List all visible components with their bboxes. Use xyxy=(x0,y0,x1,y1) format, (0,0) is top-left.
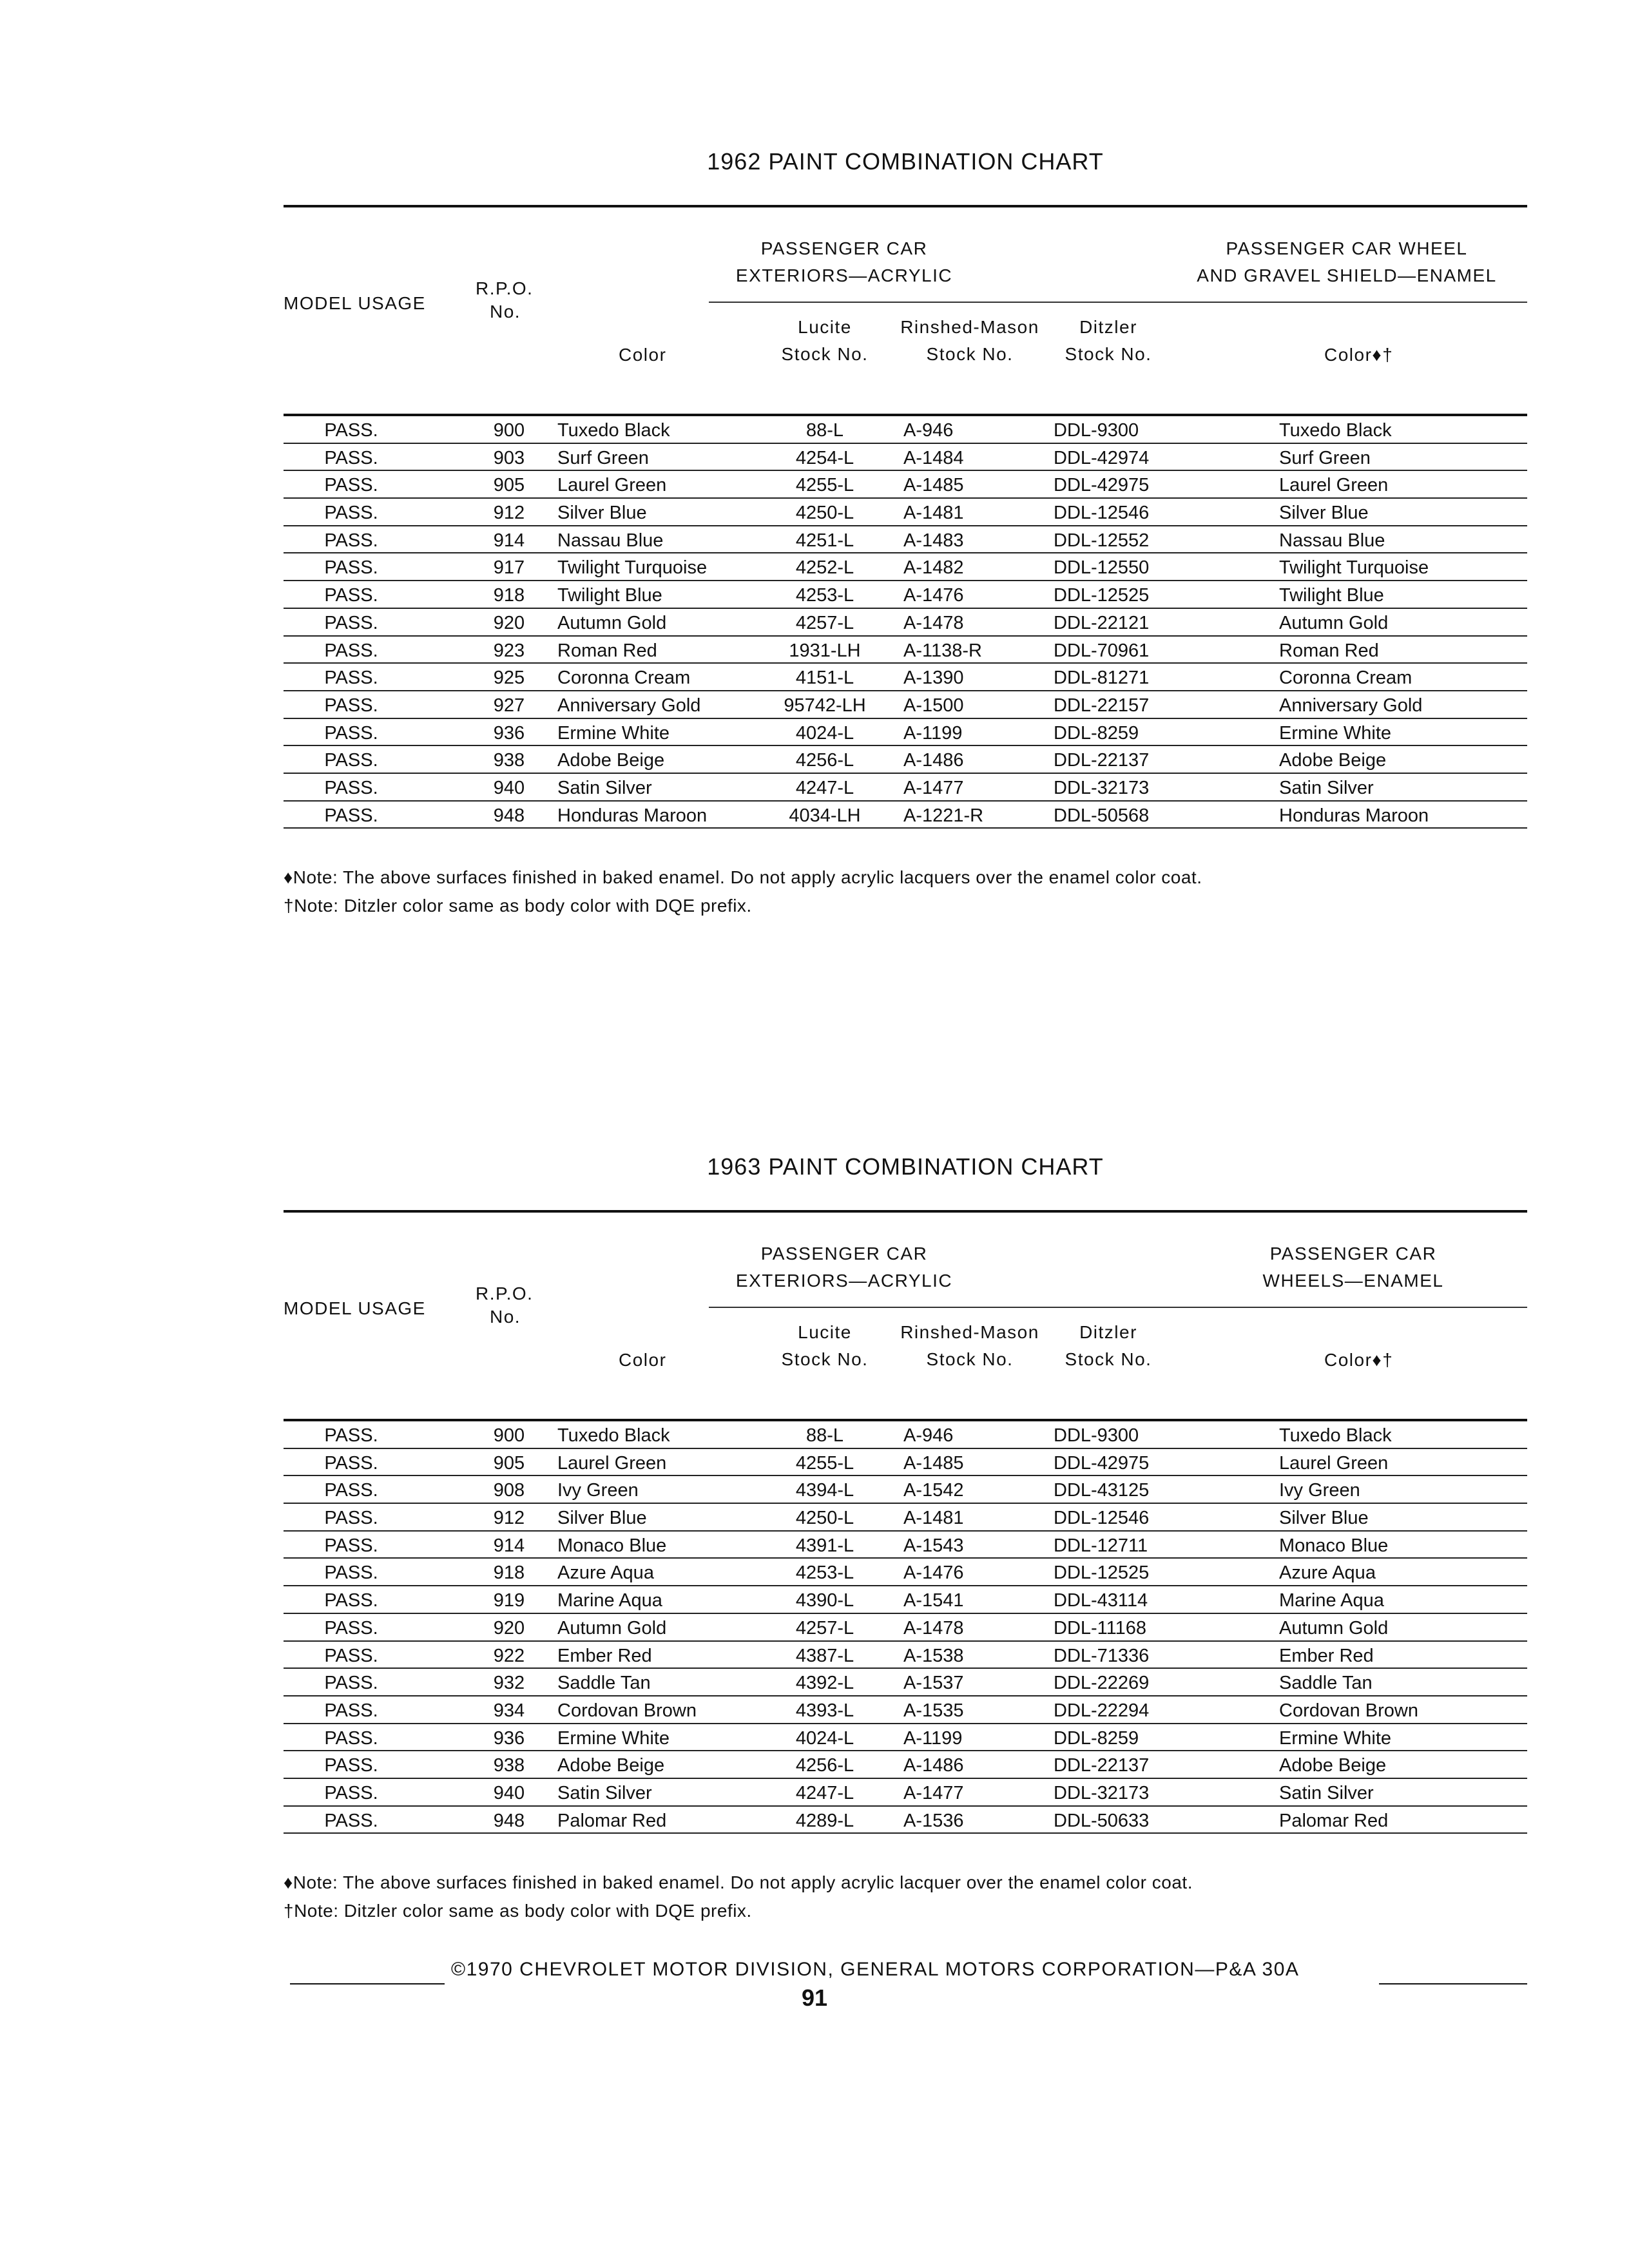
lucite-stock-cell: 4252-L xyxy=(795,557,854,579)
table-row xyxy=(284,1669,1527,1696)
table-row xyxy=(284,499,1527,526)
header-rule-sub xyxy=(709,1307,1527,1308)
model-usage-cell: PASS. xyxy=(324,585,378,606)
ditzler-stock-cell: DDL-71336 xyxy=(1054,1645,1150,1666)
dagger-icon: † xyxy=(284,896,294,916)
table-row xyxy=(284,444,1527,472)
ditzler-stock-cell: DDL-12550 xyxy=(1054,557,1150,579)
lucite-stock-cell: 4257-L xyxy=(795,612,854,633)
ditzler-stock-cell: DDL-43114 xyxy=(1054,1590,1148,1611)
rinshed-stock-cell: A-1485 xyxy=(903,1452,964,1474)
model-usage-cell: PASS. xyxy=(324,1452,378,1474)
table-row xyxy=(284,581,1527,609)
color-name-cell: Palomar Red xyxy=(557,1810,667,1831)
rinshed-stock-cell: A-1500 xyxy=(903,695,964,716)
wheel-color-cell: Satin Silver xyxy=(1279,777,1374,798)
model-usage-cell: PASS. xyxy=(324,668,378,689)
rinshed-stock-cell: A-1476 xyxy=(903,1562,964,1584)
lucite-stock-cell: 4387-L xyxy=(795,1645,854,1666)
rinshed-stock-cell: A-1486 xyxy=(903,1755,964,1776)
table-row xyxy=(284,1724,1527,1752)
paint-table-1962 xyxy=(284,416,1527,829)
rpo-cell: 934 xyxy=(493,1700,525,1721)
rpo-cell: 908 xyxy=(493,1480,525,1501)
lucite-header: Lucite Stock No. xyxy=(781,1322,869,1369)
note-enamel: ♦Note: The above surfaces finished in baked enamel. Do not apply acrylic lacquers over the enamel color coat. xyxy=(284,867,1202,887)
model-usage-cell: PASS. xyxy=(324,1535,378,1556)
rinshed-stock-cell: A-1486 xyxy=(903,750,964,771)
model-usage-cell: PASS. xyxy=(324,722,378,744)
rpo-cell: 922 xyxy=(493,1645,525,1666)
ditzler-stock-cell: DDL-43125 xyxy=(1054,1480,1150,1501)
rinshed-stock-cell: A-1543 xyxy=(903,1535,964,1556)
wheel-color-cell: Twilight Turquoise xyxy=(1279,557,1429,579)
model-usage-cell: PASS. xyxy=(324,1508,378,1529)
color-name-cell: Coronna Cream xyxy=(557,668,691,689)
rinshed-stock-cell: A-1541 xyxy=(903,1590,964,1611)
color-name-cell: Marine Aqua xyxy=(557,1590,662,1611)
wheel-color-cell: Laurel Green xyxy=(1279,1452,1389,1474)
lucite-stock-cell: 4247-L xyxy=(795,777,854,798)
lucite-stock-cell: 4255-L xyxy=(795,1452,854,1474)
rpo-cell: 923 xyxy=(493,640,525,661)
wheel-color-cell: Ermine White xyxy=(1279,1727,1392,1749)
table-row xyxy=(284,774,1527,802)
rinshed-stock-cell: A-1390 xyxy=(903,668,964,689)
wheel-color-header: Color♦† xyxy=(1324,1350,1394,1370)
color-name-cell: Satin Silver xyxy=(557,1782,652,1803)
note-ditzler: †Note: Ditzler color same as body color with DQE prefix. xyxy=(284,896,752,916)
model-usage-cell: PASS. xyxy=(324,1673,378,1694)
rinshed-stock-cell: A-1542 xyxy=(903,1480,964,1501)
rpo-cell: 920 xyxy=(493,612,525,633)
rinshed-stock-cell: A-1478 xyxy=(903,612,964,633)
lucite-stock-cell: 4254-L xyxy=(795,447,854,468)
wheel-color-cell: Cordovan Brown xyxy=(1279,1700,1418,1721)
rpo-cell: 925 xyxy=(493,668,525,689)
color-name-cell: Autumn Gold xyxy=(557,612,667,633)
notes-1962 xyxy=(284,863,1202,920)
ditzler-stock-cell: DDL-22294 xyxy=(1054,1700,1150,1721)
table-row xyxy=(284,637,1527,664)
ditzler-stock-cell: DDL-12711 xyxy=(1054,1535,1148,1556)
model-usage-cell: PASS. xyxy=(324,1727,378,1749)
model-usage-cell: PASS. xyxy=(324,1782,378,1803)
wheel-color-cell: Monaco Blue xyxy=(1279,1535,1389,1556)
rinshed-stock-cell: A-1138-R xyxy=(903,640,982,661)
rinshed-stock-cell: A-1481 xyxy=(903,1508,964,1529)
color-name-cell: Honduras Maroon xyxy=(557,805,708,826)
model-usage-cell: PASS. xyxy=(324,475,378,496)
ditzler-stock-cell: DDL-32173 xyxy=(1054,777,1150,798)
rinshed-stock-cell: A-946 xyxy=(903,1425,954,1446)
color-name-cell: Anniversary Gold xyxy=(557,695,701,716)
lucite-stock-cell: 4255-L xyxy=(795,475,854,496)
paint-table-1963 xyxy=(284,1421,1527,1834)
ditzler-stock-cell: DDL-12546 xyxy=(1054,1508,1150,1529)
table-row xyxy=(284,1532,1527,1559)
ditzler-stock-cell: DDL-12552 xyxy=(1054,530,1150,551)
model-usage-cell: PASS. xyxy=(324,750,378,771)
table-row xyxy=(284,1696,1527,1724)
rpo-cell: 918 xyxy=(493,1562,525,1584)
wheel-color-cell: Tuxedo Black xyxy=(1279,420,1392,441)
wheel-color-cell: Honduras Maroon xyxy=(1279,805,1429,826)
table-row xyxy=(284,691,1527,719)
model-usage-cell: PASS. xyxy=(324,420,378,441)
rpo-cell: 905 xyxy=(493,475,525,496)
rinshed-stock-cell: A-1482 xyxy=(903,557,964,579)
rpo-cell: 932 xyxy=(493,1673,525,1694)
rpo-cell: 905 xyxy=(493,1452,525,1474)
wheel-color-cell: Marine Aqua xyxy=(1279,1590,1384,1611)
color-name-cell: Monaco Blue xyxy=(557,1535,667,1556)
model-usage-cell: PASS. xyxy=(324,695,378,716)
table-row xyxy=(284,1614,1527,1642)
wheel-header: PASSENGER CAR WHEEL AND GRAVEL SHIELD—ENAMEL xyxy=(1197,238,1497,285)
header-rule-top xyxy=(284,205,1527,207)
table-row xyxy=(284,526,1527,554)
wheel-color-cell: Ermine White xyxy=(1279,722,1392,744)
color-name-cell: Cordovan Brown xyxy=(557,1700,697,1721)
ditzler-stock-cell: DDL-22137 xyxy=(1054,1755,1150,1776)
table-row xyxy=(284,1559,1527,1586)
color-name-cell: Autumn Gold xyxy=(557,1617,667,1639)
ditzler-stock-cell: DDL-12525 xyxy=(1054,1562,1150,1584)
rinshed-stock-cell: A-1484 xyxy=(903,447,964,468)
color-name-cell: Adobe Beige xyxy=(557,750,665,771)
color-name-cell: Silver Blue xyxy=(557,1508,647,1529)
table-row xyxy=(284,1476,1527,1504)
ditzler-stock-cell: DDL-42974 xyxy=(1054,447,1150,468)
color-name-cell: Saddle Tan xyxy=(557,1673,651,1694)
rinshed-stock-cell: A-1538 xyxy=(903,1645,964,1666)
rpo-cell: 912 xyxy=(493,1508,525,1529)
lucite-stock-cell: 4391-L xyxy=(795,1535,854,1556)
table-row xyxy=(284,719,1527,747)
model-usage-cell: PASS. xyxy=(324,1700,378,1721)
rpo-cell: 903 xyxy=(493,447,525,468)
rinshed-stock-cell: A-946 xyxy=(903,420,954,441)
model-usage-header: MODEL USAGE xyxy=(284,293,426,313)
wheel-color-cell: Silver Blue xyxy=(1279,503,1369,524)
color-name-cell: Laurel Green xyxy=(557,1452,667,1474)
model-usage-cell: PASS. xyxy=(324,530,378,551)
lucite-stock-cell: 4247-L xyxy=(795,1782,854,1803)
diamond-icon: ♦ xyxy=(284,867,293,887)
ditzler-stock-cell: DDL-9300 xyxy=(1054,420,1139,441)
wheel-color-cell: Ember Red xyxy=(1279,1645,1374,1666)
wheel-color-cell: Tuxedo Black xyxy=(1279,1425,1392,1446)
lucite-stock-cell: 4253-L xyxy=(795,585,854,606)
rinshed-stock-cell: A-1478 xyxy=(903,1617,964,1639)
lucite-stock-cell: 4024-L xyxy=(795,722,854,744)
rinshed-header: Rinshed-Mason Stock No. xyxy=(900,1322,1039,1369)
color-name-cell: Tuxedo Black xyxy=(557,1425,670,1446)
lucite-stock-cell: 4390-L xyxy=(795,1590,854,1611)
ditzler-stock-cell: DDL-8259 xyxy=(1054,722,1139,744)
model-usage-cell: PASS. xyxy=(324,1425,378,1446)
lucite-stock-cell: 4250-L xyxy=(795,1508,854,1529)
model-usage-cell: PASS. xyxy=(324,557,378,579)
rpo-cell: 936 xyxy=(493,722,525,744)
model-usage-cell: PASS. xyxy=(324,1645,378,1666)
rinshed-stock-cell: A-1481 xyxy=(903,503,964,524)
rpo-cell: 927 xyxy=(493,695,525,716)
lucite-stock-cell: 4257-L xyxy=(795,1617,854,1639)
rinshed-stock-cell: A-1199 xyxy=(903,722,963,744)
lucite-stock-cell: 4392-L xyxy=(795,1673,854,1694)
header-rule-sub xyxy=(709,302,1527,303)
table-row xyxy=(284,1421,1527,1449)
note-enamel: ♦Note: The above surfaces finished in baked enamel. Do not apply acrylic lacquer over the enamel color coat. xyxy=(284,1872,1193,1892)
table-row xyxy=(284,471,1527,499)
dagger-icon: † xyxy=(284,1901,294,1921)
rinshed-stock-cell: A-1536 xyxy=(903,1810,964,1831)
lucite-stock-cell: 4393-L xyxy=(795,1700,854,1721)
wheel-color-cell: Palomar Red xyxy=(1279,1810,1389,1831)
wheel-color-cell: Twilight Blue xyxy=(1279,585,1384,606)
lucite-stock-cell: 4151-L xyxy=(795,668,854,689)
ditzler-stock-cell: DDL-22157 xyxy=(1054,695,1150,716)
color-name-cell: Silver Blue xyxy=(557,503,647,524)
table-row xyxy=(284,1779,1527,1807)
color-name-cell: Ermine White xyxy=(557,1727,670,1749)
rpo-cell: 940 xyxy=(493,777,525,798)
ditzler-header: Ditzler Stock No. xyxy=(1065,1322,1152,1369)
rpo-cell: 917 xyxy=(493,557,525,579)
color-name-cell: Laurel Green xyxy=(557,475,667,496)
table-row xyxy=(284,1642,1527,1669)
color-name-cell: Ember Red xyxy=(557,1645,652,1666)
model-usage-cell: PASS. xyxy=(324,612,378,633)
table-row xyxy=(284,609,1527,637)
color-name-cell: Roman Red xyxy=(557,640,657,661)
ditzler-stock-cell: DDL-22269 xyxy=(1054,1673,1150,1694)
wheel-color-cell: Coronna Cream xyxy=(1279,668,1412,689)
lucite-stock-cell: 4250-L xyxy=(795,503,854,524)
rinshed-stock-cell: A-1535 xyxy=(903,1700,964,1721)
ditzler-stock-cell: DDL-32173 xyxy=(1054,1782,1150,1803)
ditzler-stock-cell: DDL-22121 xyxy=(1054,612,1150,633)
wheel-color-cell: Anniversary Gold xyxy=(1279,695,1423,716)
color-header: Color xyxy=(619,1350,667,1370)
wheel-color-cell: Surf Green xyxy=(1279,447,1371,468)
rpo-cell: 938 xyxy=(493,750,525,771)
page-number: 91 xyxy=(801,1984,828,2011)
rpo-cell: 919 xyxy=(493,1590,525,1611)
rpo-cell: 948 xyxy=(493,805,525,826)
model-usage-cell: PASS. xyxy=(324,805,378,826)
lucite-stock-cell: 88-L xyxy=(805,1425,844,1446)
lucite-stock-cell: 4256-L xyxy=(795,750,854,771)
rpo-cell: 938 xyxy=(493,1755,525,1776)
table-row xyxy=(284,416,1527,444)
color-name-cell: Satin Silver xyxy=(557,777,652,798)
rinshed-stock-cell: A-1537 xyxy=(903,1673,964,1694)
rinshed-stock-cell: A-1485 xyxy=(903,475,964,496)
wheel-color-cell: Autumn Gold xyxy=(1279,1617,1389,1639)
rinshed-stock-cell: A-1476 xyxy=(903,585,964,606)
model-usage-cell: PASS. xyxy=(324,503,378,524)
rpo-cell: 914 xyxy=(493,530,525,551)
table-row xyxy=(284,1586,1527,1614)
ditzler-stock-cell: DDL-50568 xyxy=(1054,805,1150,826)
model-usage-header: MODEL USAGE xyxy=(284,1298,426,1318)
rpo-header: R.P.O. No. xyxy=(476,1283,534,1327)
ditzler-stock-cell: DDL-9300 xyxy=(1054,1425,1139,1446)
table-row xyxy=(284,746,1527,774)
note-ditzler: †Note: Ditzler color same as body color with DQE prefix. xyxy=(284,1901,752,1921)
ditzler-stock-cell: DDL-11168 xyxy=(1054,1617,1147,1639)
ditzler-stock-cell: DDL-12546 xyxy=(1054,503,1150,524)
ditzler-stock-cell: DDL-12525 xyxy=(1054,585,1150,606)
color-name-cell: Surf Green xyxy=(557,447,649,468)
color-name-cell: Tuxedo Black xyxy=(557,420,670,441)
rpo-cell: 948 xyxy=(493,1810,525,1831)
rpo-cell: 940 xyxy=(493,1782,525,1803)
ditzler-stock-cell: DDL-81271 xyxy=(1054,668,1150,689)
color-header: Color xyxy=(619,345,667,365)
exterior-header: PASSENGER CAR EXTERIORS—ACRYLIC xyxy=(735,1244,953,1291)
ditzler-stock-cell: DDL-22137 xyxy=(1054,750,1150,771)
rinshed-stock-cell: A-1483 xyxy=(903,530,964,551)
lucite-stock-cell: 4256-L xyxy=(795,1755,854,1776)
table-row xyxy=(284,1504,1527,1532)
rpo-cell: 918 xyxy=(493,585,525,606)
color-name-cell: Adobe Beige xyxy=(557,1755,665,1776)
rpo-cell: 936 xyxy=(493,1727,525,1749)
wheel-color-cell: Ivy Green xyxy=(1279,1480,1360,1501)
header-rule-top xyxy=(284,1210,1527,1213)
wheel-color-cell: Laurel Green xyxy=(1279,475,1389,496)
lucite-stock-cell: 4289-L xyxy=(795,1810,854,1831)
diamond-icon: ♦ xyxy=(284,1872,293,1892)
lucite-stock-cell: 4024-L xyxy=(795,1727,854,1749)
wheel-color-cell: Adobe Beige xyxy=(1279,750,1387,771)
model-usage-cell: PASS. xyxy=(324,1617,378,1639)
model-usage-cell: PASS. xyxy=(324,640,378,661)
wheel-color-cell: Azure Aqua xyxy=(1279,1562,1376,1584)
table-row xyxy=(284,1751,1527,1779)
color-name-cell: Twilight Turquoise xyxy=(557,557,708,579)
copyright-text: ©1970 CHEVROLET MOTOR DIVISION, GENERAL MOTORS CORPORATION—P&A 30A xyxy=(451,1959,1300,1980)
rpo-cell: 900 xyxy=(493,1425,525,1446)
ditzler-stock-cell: DDL-70961 xyxy=(1054,640,1150,661)
lucite-stock-cell: 88-L xyxy=(805,420,844,441)
lucite-header: Lucite Stock No. xyxy=(781,317,869,364)
notes-1963 xyxy=(284,1869,1193,1925)
model-usage-cell: PASS. xyxy=(324,1590,378,1611)
chart-title: 1962 PAINT COMBINATION CHART xyxy=(707,148,1104,175)
wheel-header: PASSENGER CAR WHEELS—ENAMEL xyxy=(1262,1244,1444,1291)
rinshed-header: Rinshed-Mason Stock No. xyxy=(900,317,1039,364)
table-row xyxy=(284,1449,1527,1477)
model-usage-cell: PASS. xyxy=(324,1755,378,1776)
color-name-cell: Ermine White xyxy=(557,722,670,744)
rpo-cell: 900 xyxy=(493,420,525,441)
wheel-color-cell: Adobe Beige xyxy=(1279,1755,1387,1776)
color-name-cell: Twilight Blue xyxy=(557,585,662,606)
table-row xyxy=(284,802,1527,829)
lucite-stock-cell: 4251-L xyxy=(795,530,854,551)
wheel-color-cell: Silver Blue xyxy=(1279,1508,1369,1529)
chart-title: 1963 PAINT COMBINATION CHART xyxy=(707,1153,1104,1180)
wheel-color-cell: Satin Silver xyxy=(1279,1782,1374,1803)
lucite-stock-cell: 4034-LH xyxy=(789,805,861,826)
table-row xyxy=(284,553,1527,581)
exterior-header: PASSENGER CAR EXTERIORS—ACRYLIC xyxy=(735,238,953,285)
rpo-header: R.P.O. No. xyxy=(476,278,534,322)
lucite-stock-cell: 4253-L xyxy=(795,1562,854,1584)
rpo-cell: 914 xyxy=(493,1535,525,1556)
model-usage-cell: PASS. xyxy=(324,1480,378,1501)
rinshed-stock-cell: A-1477 xyxy=(903,1782,964,1803)
wheel-color-cell: Saddle Tan xyxy=(1279,1673,1373,1694)
wheel-color-header: Color♦† xyxy=(1324,345,1394,365)
ditzler-stock-cell: DDL-50633 xyxy=(1054,1810,1150,1831)
color-name-cell: Nassau Blue xyxy=(557,530,664,551)
wheel-color-cell: Roman Red xyxy=(1279,640,1379,661)
color-name-cell: Azure Aqua xyxy=(557,1562,654,1584)
rinshed-stock-cell: A-1477 xyxy=(903,777,964,798)
table-row xyxy=(284,1807,1527,1834)
model-usage-cell: PASS. xyxy=(324,447,378,468)
rpo-cell: 920 xyxy=(493,1617,525,1639)
lucite-stock-cell: 4394-L xyxy=(795,1480,854,1501)
model-usage-cell: PASS. xyxy=(324,777,378,798)
lucite-stock-cell: 1931-LH xyxy=(789,640,861,661)
wheel-color-cell: Autumn Gold xyxy=(1279,612,1389,633)
ditzler-header: Ditzler Stock No. xyxy=(1065,317,1152,364)
ditzler-stock-cell: DDL-42975 xyxy=(1054,1452,1150,1474)
wheel-color-cell: Nassau Blue xyxy=(1279,530,1385,551)
rpo-cell: 912 xyxy=(493,503,525,524)
rinshed-stock-cell: A-1199 xyxy=(903,1727,963,1749)
color-name-cell: Ivy Green xyxy=(557,1480,639,1501)
model-usage-cell: PASS. xyxy=(324,1562,378,1584)
ditzler-stock-cell: DDL-42975 xyxy=(1054,475,1150,496)
ditzler-stock-cell: DDL-8259 xyxy=(1054,1727,1139,1749)
model-usage-cell: PASS. xyxy=(324,1810,378,1831)
table-row xyxy=(284,664,1527,691)
rinshed-stock-cell: A-1221-R xyxy=(903,805,984,826)
lucite-stock-cell: 95742-LH xyxy=(784,695,866,716)
